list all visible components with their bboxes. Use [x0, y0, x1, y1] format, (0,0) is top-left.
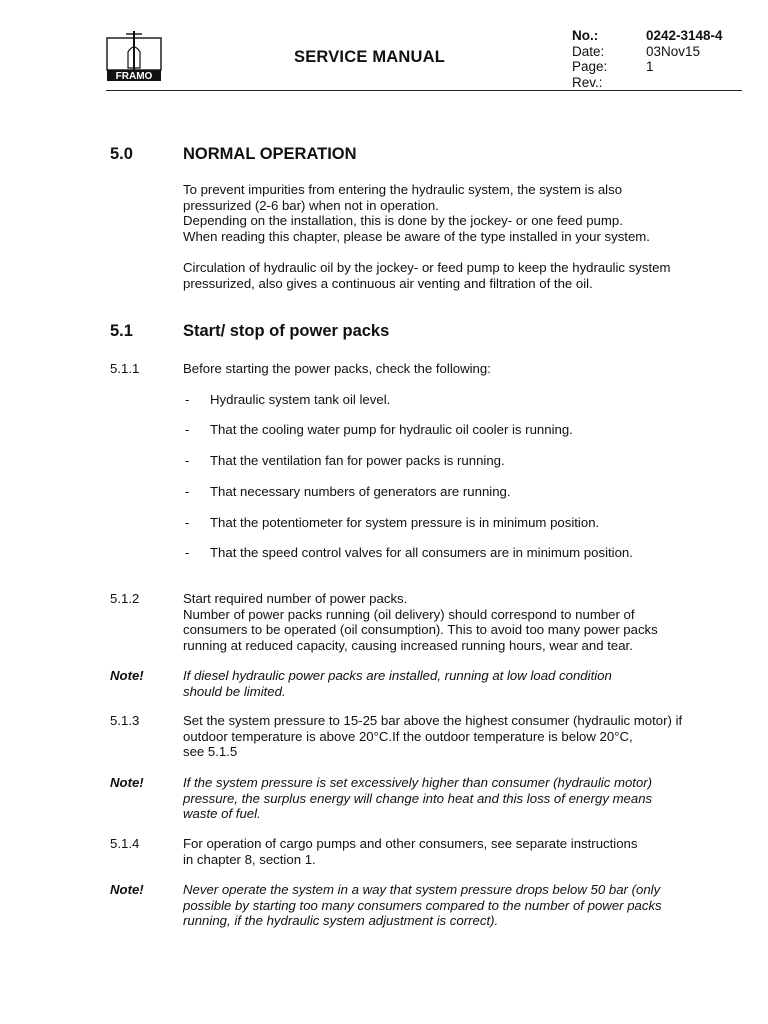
- check-item: That the speed control valves for all consumers are in minimum position.: [210, 545, 633, 560]
- note-label: Note!: [110, 882, 144, 897]
- note-text: Never operate the system in a way that system pressure drops below 50 bar (only possible by starting too many consumers compared to the number of power packs running, if the hydraulic system adjustment is correct).: [183, 882, 662, 928]
- bullet-dash: -: [185, 545, 190, 560]
- framo-logo: [106, 30, 162, 82]
- check-item: That the cooling water pump for hydraulic oil cooler is running.: [210, 422, 573, 437]
- bullet-dash: -: [185, 453, 190, 468]
- meta-values: [646, 28, 723, 90]
- check-item: That the ventilation fan for power packs is running.: [210, 453, 505, 468]
- logo-text: FRAMO: [115, 71, 153, 82]
- check-item: Hydraulic system tank oil level.: [210, 392, 391, 407]
- note-text: If the system pressure is set excessively higher than consumer (hydraulic motor) pressure, the surplus energy will change into heat and this loss of energy means waste of fuel.: [183, 775, 653, 821]
- meta-value-date: 03Nov15: [646, 43, 701, 59]
- meta-value-page: 1: [646, 59, 654, 74]
- item-number: 5.1.1: [110, 361, 140, 376]
- paragraph: To prevent impurities from entering the hydraulic system, the system is also pressurized (2-6 bar) when not in operation. Depending on the installation, this is done by the jockey- or one feed pump. When reading this chapter, please be aware of the type installed in your system.: [183, 182, 650, 244]
- page-title: SERVICE MANUAL: [294, 48, 446, 66]
- bullet-dash: -: [185, 422, 190, 437]
- header-divider: [106, 90, 742, 91]
- meta-value-rev: [646, 75, 723, 91]
- section-title: Start/ stop of power packs: [183, 322, 390, 340]
- item-number: 5.1.4: [110, 836, 140, 851]
- meta-label-date: Date:: [572, 43, 605, 59]
- paragraph: Circulation of hydraulic oil by the jockey- or feed pump to keep the hydraulic system pressurized, also gives a continuous air venting and filtration of the oil.: [183, 260, 671, 291]
- meta-label-no: No.:: [572, 28, 599, 43]
- check-item: That necessary numbers of generators are running.: [210, 484, 511, 499]
- item-text: Before starting the power packs, check the following:: [183, 361, 491, 376]
- check-item: That the potentiometer for system pressure is in minimum position.: [210, 515, 600, 530]
- bullet-dash: -: [185, 392, 190, 407]
- note-label: Note!: [110, 668, 144, 683]
- item-text: For operation of cargo pumps and other consumers, see separate instructions in chapter 8, section 1.: [183, 836, 638, 867]
- section-number: 5.0: [110, 145, 133, 163]
- item-text: Set the system pressure to 15-25 bar above the highest consumer (hydraulic motor) if outdoor temperature is above 20°C.If the outdoor temperature is below 20°C, see 5.1.5: [183, 713, 683, 759]
- note-label: Note!: [110, 775, 144, 790]
- item-number: 5.1.3: [110, 713, 140, 728]
- framo-logo-icon: [106, 30, 162, 82]
- item-number: 5.1.2: [110, 591, 140, 606]
- bullet-dash: -: [185, 515, 190, 530]
- meta-labels: [572, 28, 607, 90]
- meta-label-rev: Rev.:: [572, 74, 603, 90]
- section-number: 5.1: [110, 322, 133, 340]
- bullet-dash: -: [185, 484, 190, 499]
- item-text: Start required number of power packs. Number of power packs running (oil delivery) should correspond to number of consumers to be operated (oil consumption). This to avoid too many power packs running at reduced capacity, causing increased running hours, wear and tear.: [183, 591, 658, 653]
- note-text: If diesel hydraulic power packs are installed, running at low load condition should be limited.: [183, 668, 612, 699]
- meta-value-no: 0242-3148-4: [646, 28, 723, 43]
- meta-label-page: Page:: [572, 59, 608, 74]
- section-title: NORMAL OPERATION: [183, 145, 357, 163]
